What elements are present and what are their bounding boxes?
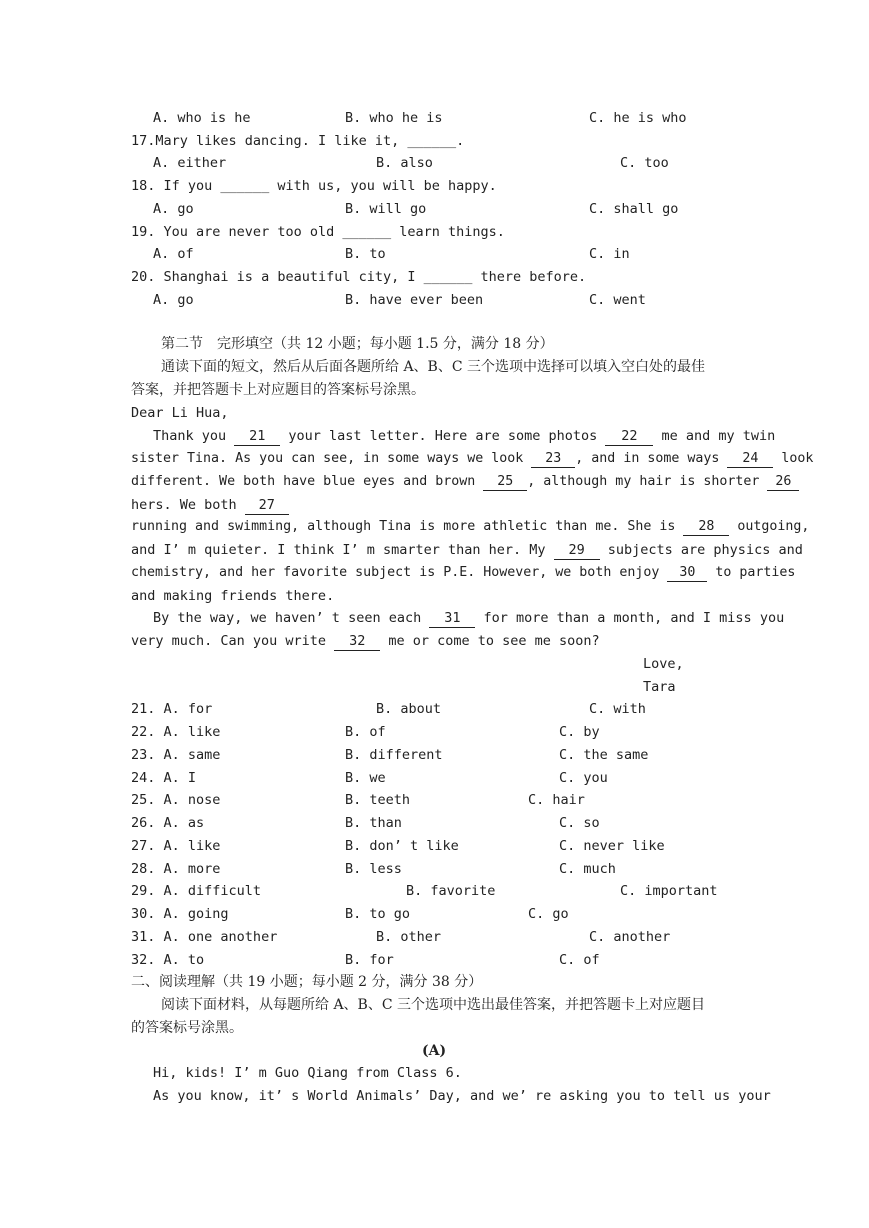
letter-closing: Love, bbox=[643, 656, 684, 672]
q30-row: 30. A. going bbox=[131, 906, 229, 922]
blank-29: 29 bbox=[554, 542, 600, 560]
q27-option-b: B. don’ t like bbox=[345, 838, 459, 854]
q31-row: 31. A. one another bbox=[131, 929, 278, 945]
q24-option-c: C. you bbox=[559, 770, 608, 786]
q17-option-a: A. either bbox=[153, 155, 227, 171]
letter-line: different. We both have blue eyes and brown 25 , although my hair is shorter 26 bbox=[131, 472, 799, 492]
q21-option-c: C. with bbox=[589, 701, 646, 717]
blank-27: 27 bbox=[245, 497, 289, 515]
section2-heading: 第二节 完形填空（共 12 小题；每小题 1.5 分，满分 18 分） bbox=[161, 336, 554, 352]
blank-25: 25 bbox=[483, 473, 527, 491]
passage-line: As you know, it’ s World Animals’ Day, and we’ re asking you to tell us your bbox=[153, 1088, 771, 1104]
blank-26: 26 bbox=[767, 473, 799, 491]
q18-option-c: C. shall go bbox=[589, 201, 679, 217]
q22-option-b: B. of bbox=[345, 724, 386, 740]
q30-option-c: C. go bbox=[528, 906, 569, 922]
q19-stem: 19. You are never too old ______ learn things. bbox=[131, 224, 505, 240]
blank-30: 30 bbox=[667, 564, 707, 582]
blank-31: 31 bbox=[429, 610, 475, 628]
letter-line: By the way, we haven’ t seen each 31 for more than a month, and I miss you bbox=[153, 610, 785, 626]
q19-option-c: C. in bbox=[589, 246, 630, 262]
q26-option-c: C. so bbox=[559, 815, 600, 831]
letter-line: sister Tina. As you can see, in some ways we look 23 , and in some ways 24 look bbox=[131, 451, 814, 466]
q32-option-b: B. for bbox=[345, 952, 394, 968]
q28-option-c: C. much bbox=[559, 861, 616, 877]
q32-option-c: C. of bbox=[559, 952, 600, 968]
letter-line: very much. Can you write 32 me or come to see me soon? bbox=[131, 633, 600, 649]
q27-option-c: C. never like bbox=[559, 838, 665, 854]
q23-row: 23. A. same bbox=[131, 747, 221, 763]
q19-option-a: A. of bbox=[153, 246, 194, 262]
section3-instruction-line2: 的答案标号涂黑。 bbox=[131, 1020, 243, 1036]
q16-option-a: A. who is he bbox=[153, 110, 251, 126]
section2-instruction-line2: 答案，并把答题卡上对应题目的答案标号涂黑。 bbox=[131, 382, 425, 398]
blank-32: 32 bbox=[334, 633, 380, 651]
q31-option-c: C. another bbox=[589, 929, 671, 945]
q24-row: 24. A. I bbox=[131, 770, 197, 786]
q21-row: 21. A. for bbox=[131, 701, 213, 717]
blank-24: 24 bbox=[727, 450, 773, 468]
blank-21: 21 bbox=[234, 428, 280, 446]
letter-line: and making friends there. bbox=[131, 588, 335, 604]
blank-28: 28 bbox=[683, 518, 729, 536]
q29-option-b: B. favorite bbox=[406, 883, 496, 899]
letter-signature: Tara bbox=[643, 679, 676, 695]
blank-22: 22 bbox=[605, 428, 653, 446]
section3-heading: 二、阅读理解（共 19 小题；每小题 2 分，满分 38 分） bbox=[131, 974, 483, 990]
section3-instruction-line1: 阅读下面材料，从每题所给 A、B、C 三个选项中选出最佳答案，并把答题卡上对应题目 bbox=[161, 997, 706, 1013]
q17-stem: 17.Mary likes dancing. I like it, ______. bbox=[131, 133, 465, 149]
letter-line: and I’ m quieter. I think I’ m smarter than her. My 29 subjects are physics and bbox=[131, 542, 803, 558]
q29-option-c: C. important bbox=[620, 883, 718, 899]
letter-greeting: Dear Li Hua, bbox=[131, 405, 229, 421]
q17-option-b: B. also bbox=[376, 155, 433, 171]
q20-option-b: B. have ever been bbox=[345, 292, 484, 308]
q23-option-b: B. different bbox=[345, 747, 443, 763]
q19-option-b: B. to bbox=[345, 246, 386, 262]
letter-line: chemistry, and her favorite subject is P.E. However, we both enjoy 30 to parties bbox=[131, 565, 796, 580]
q16-option-b: B. who he is bbox=[345, 110, 443, 126]
q16-option-c: C. he is who bbox=[589, 110, 687, 126]
q27-row: 27. A. like bbox=[131, 838, 221, 854]
q26-row: 26. A. as bbox=[131, 815, 205, 831]
q25-option-b: B. teeth bbox=[345, 792, 411, 808]
q18-option-b: B. will go bbox=[345, 201, 427, 217]
q18-option-a: A. go bbox=[153, 201, 194, 217]
q26-option-b: B. than bbox=[345, 815, 402, 831]
q32-row: 32. A. to bbox=[131, 952, 205, 968]
q28-row: 28. A. more bbox=[131, 861, 221, 877]
q20-option-a: A. go bbox=[153, 292, 194, 308]
q31-option-b: B. other bbox=[376, 929, 442, 945]
letter-line: hers. We both 27 bbox=[131, 495, 289, 515]
q22-row: 22. A. like bbox=[131, 724, 221, 740]
q25-option-c: C. hair bbox=[528, 792, 585, 808]
section2-instruction-line1: 通读下面的短文，然后从后面各题所给 A、B、C 三个选项中选择可以填入空白处的最佳 bbox=[161, 359, 706, 375]
letter-line: Thank you 21 your last letter. Here are some photos 22 me and my twin bbox=[153, 428, 776, 444]
q23-option-c: C. the same bbox=[559, 747, 649, 763]
q30-option-b: B. to go bbox=[345, 906, 411, 922]
q20-option-c: C. went bbox=[589, 292, 646, 308]
q17-option-c: C. too bbox=[620, 155, 669, 171]
passage-line: Hi, kids! I’ m Guo Qiang from Class 6. bbox=[153, 1065, 462, 1081]
q22-option-c: C. by bbox=[559, 724, 600, 740]
passage-label: (A) bbox=[422, 1043, 447, 1059]
blank-23: 23 bbox=[531, 450, 575, 468]
letter-line: running and swimming, although Tina is more athletic than me. She is 28 outgoing, bbox=[131, 519, 810, 534]
q25-row: 25. A. nose bbox=[131, 792, 221, 808]
q21-option-b: B. about bbox=[376, 701, 442, 717]
q24-option-b: B. we bbox=[345, 770, 386, 786]
q29-row: 29. A. difficult bbox=[131, 883, 262, 899]
q20-stem: 20. Shanghai is a beautiful city, I ______ there before. bbox=[131, 269, 587, 285]
q28-option-b: B. less bbox=[345, 861, 402, 877]
q18-stem: 18. If you ______ with us, you will be happy. bbox=[131, 178, 497, 194]
